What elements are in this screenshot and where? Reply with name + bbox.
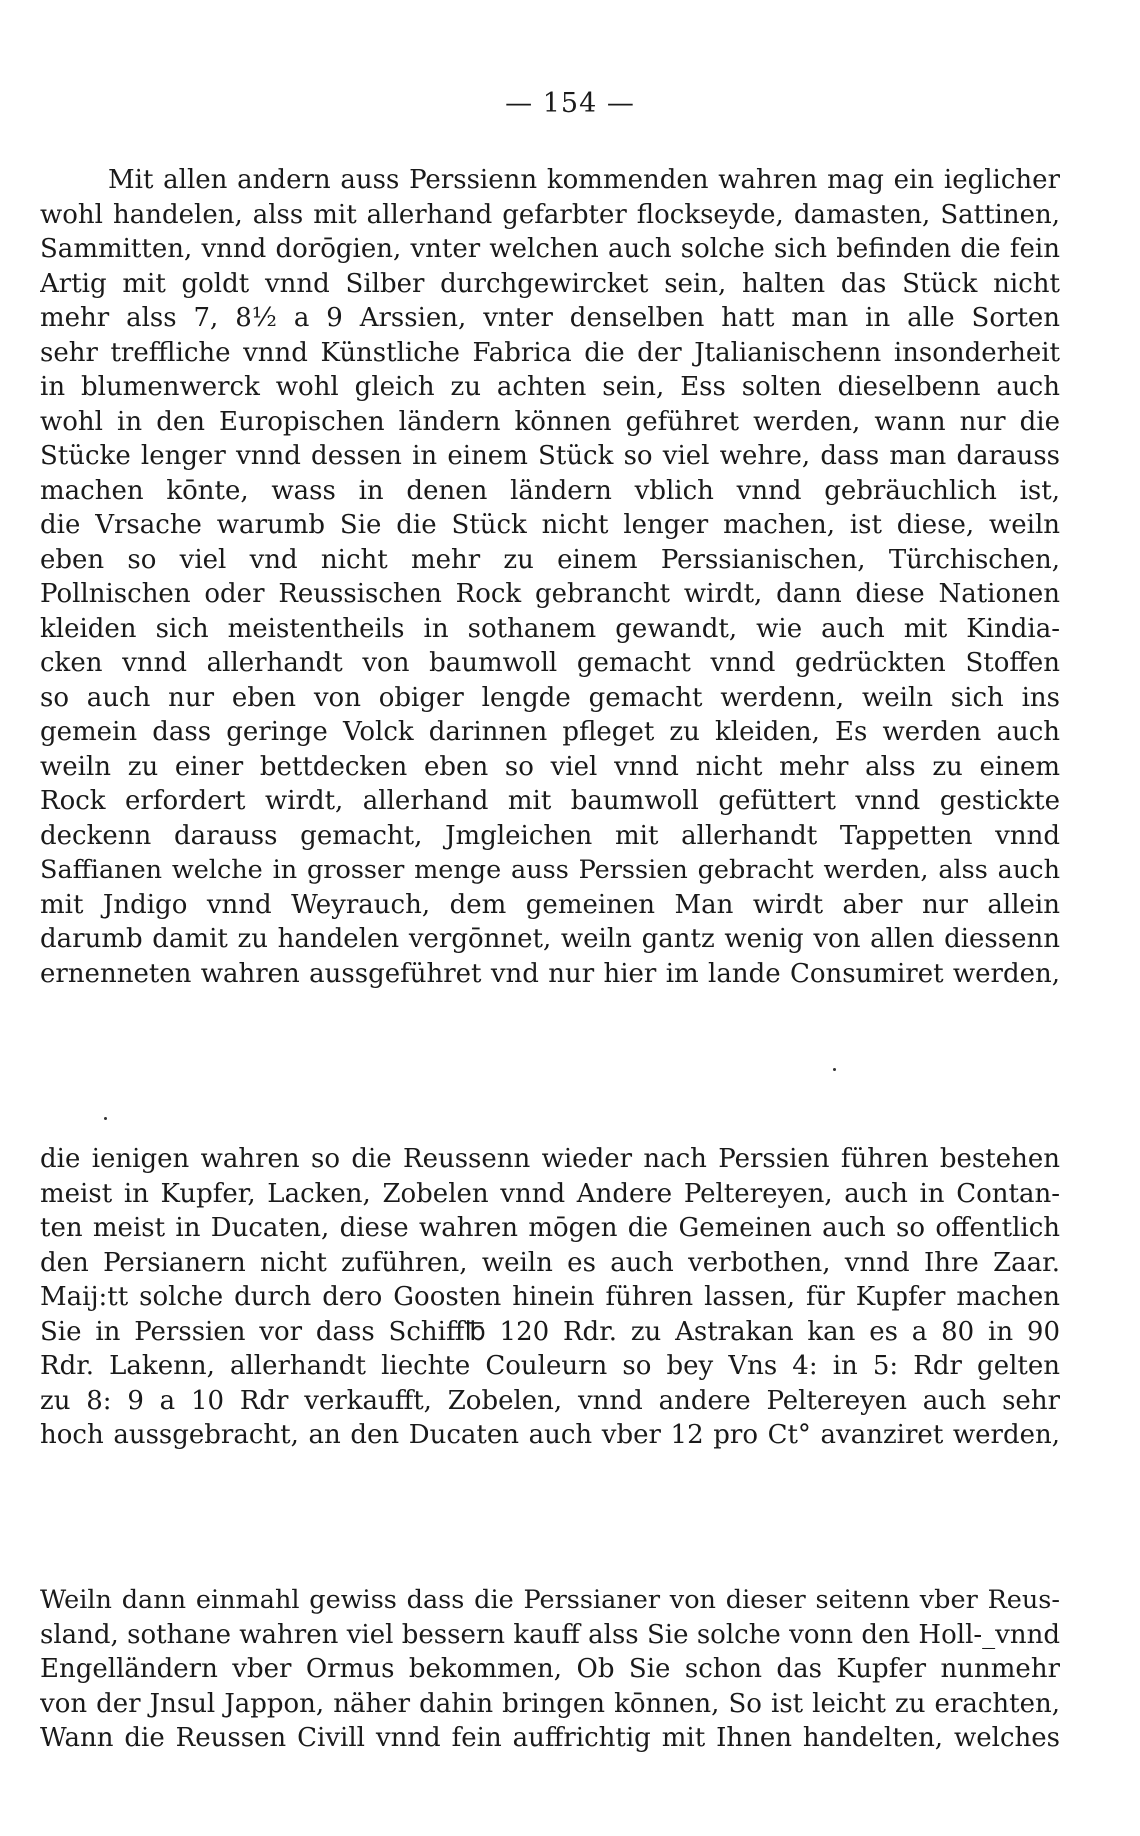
text-line: kleiden sich meistentheils in sothanem gewandt, wie auch mit Kindia- [40, 613, 1060, 644]
text-line: die Vrsache warumb Sie die Stück nicht lenger machen, ist diese, weiln [40, 510, 1060, 540]
text-line: Stücke lenger vnnd dessen in einem Stück so viel wehre, dass man darauss [40, 441, 1060, 471]
text-line: mit Jndigo vnnd Weyrauch, dem gemeinen Man wirdt aber nur allein [40, 889, 1060, 920]
text-line: darumb damit zu handelen vergōnnet, weiln gantz wenig von allen diessenn [40, 924, 1060, 954]
text-line: Rock erfordert wirdt, allerhand mit baumwoll gefüttert vnnd gestickte [40, 786, 1060, 816]
text-line: meist in Kupfer, Lacken, Zobelen vnnd Andere Peltereyen, auch in Contan- [40, 1178, 1060, 1209]
text-line: Wann die Reussen Civill vnnd fein auffrichtig mit Ihnen handelten, welches [40, 1723, 1060, 1753]
text-line: gemein dass geringe Volck darinnen pfleget zu kleiden, Es werden auch [40, 717, 1060, 747]
text-line: in blumenwerck wohl gleich zu achten sein, Ess solten dieselbenn auch [40, 372, 1060, 402]
text-line: Rdr. Lakenn, allerhandt liechte Couleurn so bey Vns 4: in 5: Rdr gelten [40, 1351, 1060, 1381]
text-line: die ienigen wahren so die Reussenn wieder nach Perssien führen bestehen [40, 1144, 1060, 1174]
text-line: Maij:tt solche durch dero Goosten hinein führen lassen, für Kupfer machen [40, 1282, 1060, 1312]
text-line: von der Jnsul Jappon, näher dahin bringen kōnnen, So ist leicht zu erachten, [40, 1688, 1060, 1719]
text-line: Artig mit goldt vnnd Silber durchgewircket sein, halten das Stück nicht [40, 268, 1060, 299]
text-line: eben so viel vnd nicht mehr zu einem Perssianischen, Türchischen, [40, 544, 1060, 575]
text-line: den Persianern nicht zuführen, weiln es auch verbothen, vnnd Ihre Zaar. [40, 1247, 1060, 1278]
text-line: Pollnischen oder Reussischen Rock gebrancht wirdt, dann diese Nationen [40, 579, 1060, 609]
text-line: so auch nur eben von obiger lengde gemacht werdenn, weiln sich ins [40, 682, 1060, 713]
text-line: ten meist in Ducaten, diese wahren mōgen die Gemeinen auch so offentlich [40, 1213, 1060, 1243]
text-line: sehr treffliche vnnd Künstliche Fabrica die der Jtalianischenn insonderheit [40, 337, 1060, 368]
scan-speck [104, 1117, 107, 1120]
text-line: wohl in den Europischen ländern können geführet werden, wann nur die [40, 406, 1060, 437]
scan-speck [833, 1068, 836, 1071]
page-number: — 154 — [505, 88, 635, 119]
text-line: machen kōnte, wass in denen ländern vblich vnnd gebräuchlich ist, [40, 475, 1060, 506]
text-line: Saffianen welche in grosser menge auss Perssien gebracht werden, alss auch [40, 855, 1060, 885]
paragraph-3 [40, 1583, 1060, 1756]
text-line: Sie in Perssien vor dass Schiff℔ 120 Rdr. zu Astrakan kan es a 80 in 90 [40, 1316, 1060, 1347]
text-line: deckenn darauss gemacht, Jmgleichen mit allerhandt Tappetten vnnd [40, 820, 1060, 851]
paragraph-2 [40, 1142, 1060, 1453]
text-line: Mit allen andern auss Perssienn kommenden wahren mag ein ieglicher [108, 165, 1060, 195]
text-line: sland, sothane wahren viel bessern kauff alss Sie solche vonn den Holl-_vnnd [40, 1619, 1060, 1650]
text-line: zu 8: 9 a 10 Rdr verkaufft, Zobelen, vnnd andere Peltereyen auch sehr [40, 1385, 1060, 1416]
text-line: Weiln dann einmahl gewiss dass die Perssianer von dieser seitenn vber Reus- [40, 1585, 1060, 1615]
text-line: weiln zu einer bettdecken eben so viel vnnd nicht mehr alss zu einem [40, 751, 1060, 782]
text-line: Sammitten, vnnd dorōgien, vnter welchen auch solche sich befinden die fein [40, 234, 1060, 264]
text-line: ernenneten wahren aussgeführet vnd nur hier im lande Consumiret werden, [40, 958, 1060, 989]
text-line: wohl handelen, alss mit allerhand gefarbter flockseyde, damasten, Sattinen, [40, 199, 1060, 230]
text-line: mehr alss 7, 8½ a 9 Arssien, vnter denselben hatt man in alle Sorten [40, 303, 1060, 333]
text-line: cken vnnd allerhandt von baumwoll gemacht vnnd gedrückten Stoffen [40, 648, 1060, 678]
text-line: Engelländern vber Ormus bekommen, Ob Sie schon das Kupfer nunmehr [40, 1654, 1060, 1684]
text-line: hoch aussgebracht, an den Ducaten auch vber 12 pro Ct° avanziret werden, [40, 1420, 1060, 1450]
paragraph-1 [40, 163, 1060, 991]
